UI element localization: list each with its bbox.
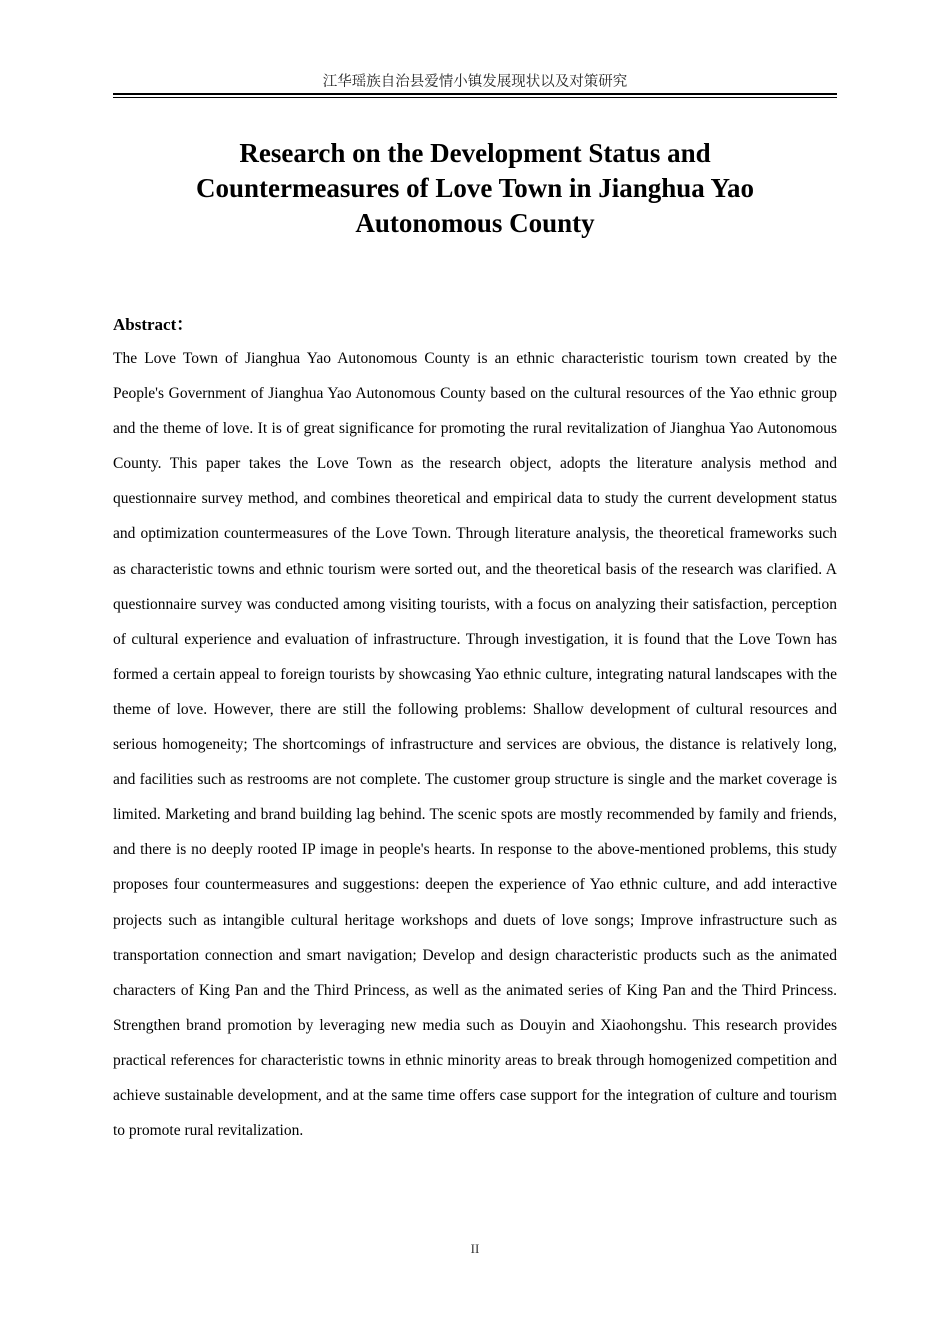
header-rule-thin <box>113 97 837 98</box>
paper-title: Research on the Development Status and Countermeasures of Love Town in Jianghua Yao Autonomous County <box>195 138 755 238</box>
running-header: 江华瑶族自治县爱情小镇发展现状以及对策研究 <box>322 74 628 90</box>
abstract-heading: Abstract： <box>113 315 194 334</box>
abstract-body: The Love Town of Jianghua Yao Autonomous County is an ethnic characteristic tourism town created by the People's Government of Jianghua Yao Autonomous County based on the cultural resources of the Yao ethnic group and the theme of love. It is of great significance for promoting the rural revitalization of Jianghua Yao Autonomous County. This paper takes the Love Town as the research object, adopts the literature analysis method and questionnaire survey method, and combines theoretical and empirical data to study the current development status and optimization countermeasures of the Love Town. Through literature analysis, the theoretical frameworks such as characteristic towns and ethnic tourism were sorted out, and the theoretical basis of the research was clarified. A questionnaire survey was conducted among visiting tourists, with a focus on analyzing their satisfaction, perception of cultural experience and evaluation of infrastructure. Through investigation, it is found that the Love Town has formed a certain appeal to foreign tourists by showcasing Yao ethnic culture, integrating natural landscapes with the theme of love. However, there are still the following problems: Shallow development of cultural resources and serious homogeneity; The shortcomings of infrastructure and services are obvious, the distance is relatively long, and facilities such as restrooms are not complete. The customer group structure is single and the market coverage is limited. Marketing and brand building lag behind. The scenic spots are mostly recommended by family and friends, and there is no deeply rooted IP image in people's hearts. In response to the above-mentioned problems, this study proposes four countermeasures and suggestions: deepen the experience of Yao ethnic culture, and add interactive projects such as intangible cultural heritage workshops and duets of love songs; Improve infrastructure such as transportation connection and smart navigation; Develop and design characteristic products such as the animated characters of King Pan and the Third Princess, as well as the animated series of King Pan and the Third Princess. Strengthen brand promotion by leveraging new media such as Douyin and Xiaohongshu. This research provides practical references for characteristic towns in ethnic minority areas to break through homogenized competition and achieve sustainable development, and at the same time offers case support for the integration of culture and tourism to promote rural revitalization. <box>113 350 837 1140</box>
header-rule-thick <box>113 93 837 95</box>
page-number: II <box>470 1241 480 1256</box>
